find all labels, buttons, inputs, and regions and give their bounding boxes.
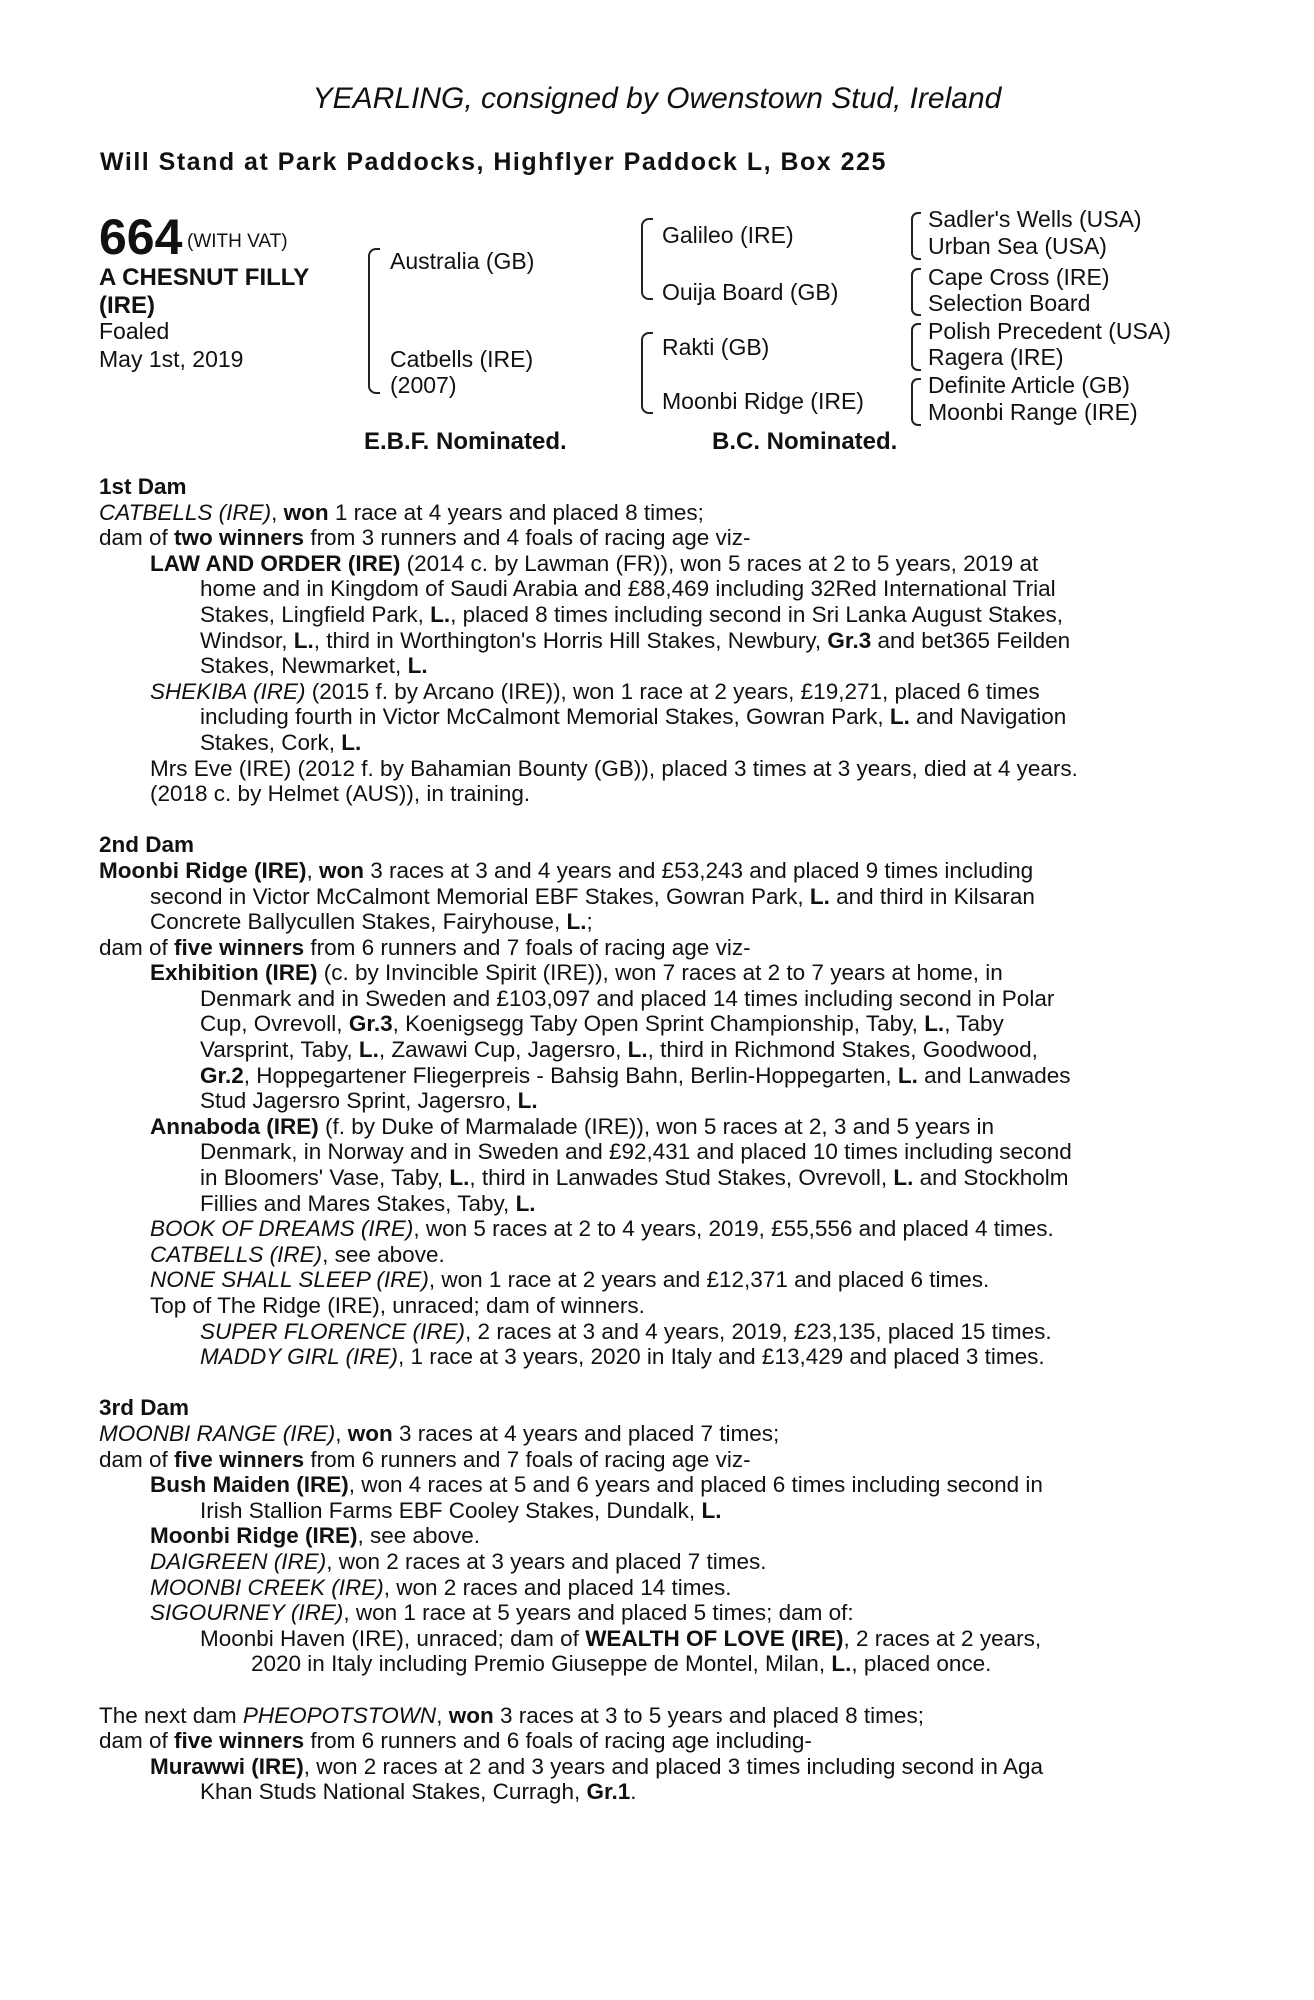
produce-catbells: CATBELLS (IRE), see above. [150,1241,445,1267]
grandsire-1: Sadler's Wells (USA) [928,206,1142,232]
vat-note: (WITH VAT) [187,231,288,252]
lot-description: A CHESNUT FILLY [99,264,310,291]
produce-sigourney: SIGOURNEY (IRE), won 1 race at 5 years and placed 5 times; dam of: [150,1600,854,1626]
grandsire-3: Polish Precedent (USA) [928,318,1171,344]
first-dam-heading: 1st Dam [99,474,187,499]
second-dam-produce-summary: dam of five winners from 6 runners and 7 foals of racing age viz- [99,934,751,960]
dam-year: (2007) [390,372,457,398]
produce-murawwi: Murawwi (IRE), won 2 races at 2 and 3 years and placed 3 times including second in Aga [150,1753,1043,1779]
produce-exhibition-details: Denmark and in Sweden and £103,097 and placed 14 times including second in Polar Cup, Ovrevoll, Gr.3, Koenigsegg Taby Open Sprint Championship, Taby, L., Taby Varsprint, Taby, L., Zawawi Cup, Jagersro, L., third in Richmond Stakes, Goodwood, Gr.2, Hoppegartener Fliegerpreis - Bahsig Bahn, Berlin-Hoppegarten, L. and Lanwades Stud Jagersro Sprint, Jagersro, L. [200,985,1071,1114]
second-dam-heading: 2nd Dam [99,832,195,858]
granddam-3: Ragera (IRE) [928,344,1064,370]
ebf-nomination: E.B.F. Nominated. [364,428,567,455]
sire-dam-brace [368,248,380,394]
sire-sire-name: Galileo (IRE) [662,222,794,248]
stand-location: Will Stand at Park Paddocks, Highflyer Paddock L, Box 225 [100,148,887,176]
granddam-1: Urban Sea (USA) [928,233,1107,259]
lot-number: 664 [99,209,183,265]
grandsire-2: Cape Cross (IRE) [928,264,1110,290]
produce-moonbi-haven: Moonbi Haven (IRE), unraced; dam of WEALTH OF LOVE (IRE), 2 races at 2 years, [200,1625,1042,1651]
produce-top-of-the-ridge: Top of The Ridge (IRE), unraced; dam of winners. [150,1293,645,1318]
sire-name: Australia (GB) [390,248,535,274]
produce-moonbi-haven-details: 2020 in Italy including Premio Giuseppe de Montel, Milan, L., placed once. [251,1651,992,1677]
foaled-label: Foaled [99,318,170,344]
third-dam-produce-summary: dam of five winners from 6 runners and 7 foals of racing age viz- [99,1446,751,1472]
first-dam-produce-summary: dam of two winners from 3 runners and 4 foals of racing age viz- [99,525,751,551]
second-dam-line: Moonbi Ridge (IRE), won 3 races at 3 and 4 years and £53,243 and placed 9 times including [99,857,1034,883]
produce-2018-colt: (2018 c. by Helmet (AUS)), in training. [150,781,531,807]
granddam-4: Moonbi Range (IRE) [928,399,1138,425]
produce-book-of-dreams: BOOK OF DREAMS (IRE), won 5 races at 2 to 4 years, 2019, £55,556 and placed 4 times. [150,1216,1054,1242]
produce-mrs-eve: Mrs Eve (IRE) (2012 f. by Bahamian Bounty (GB)), placed 3 times at 3 years, died at 4 years. [150,755,1078,781]
produce-bush-maiden: Bush Maiden (IRE), won 4 races at 5 and 6 years and placed 6 times including second in [150,1472,1043,1498]
dam-parents-brace [641,332,653,414]
sire-dam-name: Ouija Board (GB) [662,279,839,305]
produce-law-and-order-details: home and in Kingdom of Saudi Arabia and £88,469 including 32Red International Trial Stakes, Lingfield Park, L., placed 8 times including second in Sri Lanka August Stakes, Windsor, L., third in Worthington's Horris Hill Stakes, Newbury, Gr.3 and bet365 Feilden Stakes, Newmarket, L. [200,576,1071,679]
granddam-2: Selection Board [928,290,1091,316]
next-dam-line: The next dam PHEOPOTSTOWN, won 3 races at 3 to 5 years and placed 8 times; [99,1702,924,1728]
produce-bush-maiden-details: Irish Stallion Farms EBF Cooley Stakes, Dundalk, L. [200,1497,722,1523]
produce-law-and-order: LAW AND ORDER (IRE) (2014 c. by Lawman (FR)), won 5 races at 2 to 5 years, 2019 at [150,550,1039,576]
produce-maddy-girl: MADDY GIRL (IRE), 1 race at 3 years, 2020 in Italy and £13,429 and placed 3 times. [200,1344,1045,1370]
gp-brace-4 [911,378,921,426]
bc-nomination: B.C. Nominated. [712,428,898,455]
produce-shekiba: SHEKIBA (IRE) (2015 f. by Arcano (IRE)), won 1 race at 2 years, £19,271, placed 6 times [150,678,1040,704]
third-dam-line: MOONBI RANGE (IRE), won 3 races at 4 years and placed 7 times; [99,1420,780,1446]
produce-moonbi-ridge: Moonbi Ridge (IRE), see above. [150,1523,481,1549]
lot-origin: (IRE) [99,292,155,319]
foaled-date: May 1st, 2019 [99,346,244,372]
gp-brace-3 [911,323,921,371]
pedigree-notes [99,474,1204,1805]
grandsire-4: Definite Article (GB) [928,372,1130,398]
dam-sire-name: Rakti (GB) [662,334,770,360]
next-dam-produce-summary: dam of five winners from 6 runners and 6 foals of racing age including- [99,1728,812,1754]
second-dam-details: second in Victor McCalmont Memorial EBF Stakes, Gowran Park, L. and third in Kilsaran Concrete Ballycullen Stakes, Fairyhouse, L.; [150,883,1035,935]
produce-super-florence: SUPER FLORENCE (IRE), 2 races at 3 and 4 years, 2019, £23,135, placed 15 times. [200,1318,1052,1344]
produce-murawwi-details: Khan Studs National Stakes, Curragh, Gr.1. [200,1779,637,1805]
produce-none-shall-sleep: NONE SHALL SLEEP (IRE), won 1 race at 2 years and £12,371 and placed 6 times. [150,1267,990,1293]
third-dam-heading: 3rd Dam [99,1395,190,1421]
dam-dam-name: Moonbi Ridge (IRE) [662,388,864,414]
dam-name: Catbells (IRE) [390,346,534,372]
sire-parents-brace [641,218,653,300]
produce-annaboda-details: Denmark, in Norway and in Sweden and £92,431 and placed 10 times including second in Bloomers' Vase, Taby, L., third in Lanwades Stud Stakes, Ovrevoll, L. and Stockholm Fillies and Mares Stakes, Taby, L. [200,1139,1072,1216]
produce-shekiba-details: including fourth in Victor McCalmont Memorial Stakes, Gowran Park, L. and Navigation Stakes, Cork, L. [200,704,1067,755]
first-dam-line: CATBELLS (IRE), won 1 race at 4 years and placed 8 times; [99,499,704,525]
page-title: YEARLING, consigned by Owenstown Stud, Ireland [312,82,1002,115]
produce-moonbi-creek: MOONBI CREEK (IRE), won 2 races and placed 14 times. [150,1574,732,1600]
produce-exhibition: Exhibition (IRE) (c. by Invincible Spirit (IRE)), won 7 races at 2 to 7 years at home, in [150,960,1003,986]
gp-brace-2 [911,268,921,316]
produce-annaboda: Annaboda (IRE) (f. by Duke of Marmalade (IRE)), won 5 races at 2, 3 and 5 years in [150,1113,995,1139]
produce-daigreen: DAIGREEN (IRE), won 2 races at 3 years and placed 7 times. [150,1548,767,1574]
gp-brace-1 [911,212,921,260]
